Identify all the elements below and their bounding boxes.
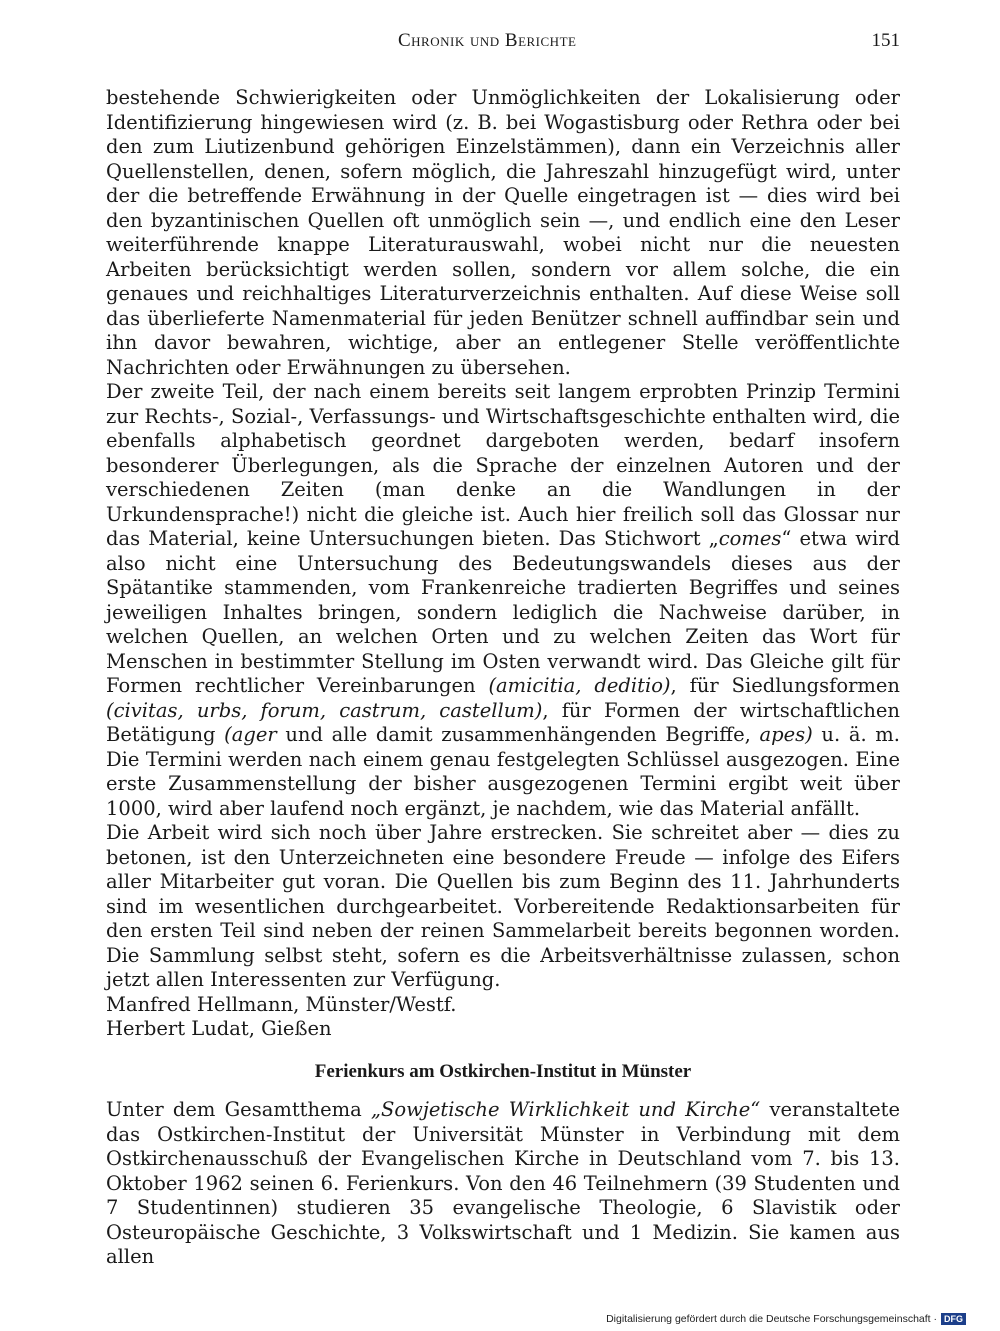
footer-credit-text: Digitalisierung gefördert durch die Deutsche Forschungsgemeinschaft · bbox=[606, 1313, 937, 1325]
terms-agreements: (amicitia, deditio) bbox=[488, 674, 671, 697]
paragraph-2-part-5: und alle damit zusammenhängenden Begriffe, bbox=[276, 723, 760, 746]
section-text: veranstaltete das Ostkirchen-Institut der Universität Münster in Verbindung mit dem Ostkirchenausschuß der Evangelischen Kirche in Deutschland vom 7. bis 13. Oktober 1962 seinen 6. Ferienkurs. Von den 46 Teilnehmern (39 Studenten und 7 Studentinnen) studieren 35 evangelische Theologie, 6 Slavistik oder Osteuropäische Geschichte, 3 Volkswirtschaft und 1 Medizin. Sie kamen aus allen bbox=[106, 1098, 900, 1268]
paragraph-3: Die Arbeit wird sich noch über Jahre erstrecken. Sie schreitet aber — dies zu betonen, ist den Unterzeichneten eine besondere Freude — infolge des Eifers aller Mitarbeiter gut voran. Die Quellen bis zum Beginn des 11. Jahrhunderts sind im wesentlichen durchgearbeitet. Vorbereitende Redaktionsarbeiten für den ersten Teil sind neben der reinen Sammelarbeit bereits begonnen worden. Die Sammlung selbst steht, sofern es die Arbeitsverhältnisse zulassen, schon jetzt allen Interessenten zur Verfügung. bbox=[106, 821, 900, 991]
paragraph-2-part-3: , für Siedlungsformen bbox=[670, 674, 900, 697]
section-heading: Ferienkurs am Ostkirchen-Institut in Münster bbox=[314, 1060, 692, 1082]
signature-ludat: Herbert Ludat, Gießen bbox=[106, 1017, 332, 1040]
section-intro: Unter dem Gesamtthema bbox=[106, 1098, 371, 1121]
footer-credit bbox=[606, 1313, 966, 1325]
term-ager: (ager bbox=[224, 723, 277, 746]
section-paragraph bbox=[106, 1098, 900, 1270]
paragraph-2-part-2: “ etwa wird also nicht eine Untersuchung des Bedeutungswandels dieses aus der Spätantike stammenden, vom Frankenreiche tradierten Begriffes und seines jeweiligen Inhaltes bringen, sondern lediglich die Nachweise darüber, in welchen Quellen, an welchen Orten und zu welchen Zeiten das Wort für Menschen in bestimmter Stellung im Osten verwandt wird. Das Gleiche gilt für Formen rechtlicher Vereinbarungen bbox=[106, 527, 900, 697]
dfg-logo: DFG bbox=[941, 1313, 966, 1325]
term-comes: comes bbox=[718, 527, 782, 550]
paragraph-2-part-4: , für Formen der wirtschaftlichen Betätigung bbox=[106, 698, 900, 746]
paragraph-2-part-1: Der zweite Teil, der nach einem bereits seit langem erprobten Prinzip Termini zur Rechts-, Sozial-, Verfassungs- und Wirtschaftsgeschichte enthalten wird, die ebenfalls alphabetisch geordnet dargeboten werden, bedarf insofern besonderer Überlegungen, als die Sprache der einzelnen Autoren und der verschiedenen Zeiten (man denke an die Wandlungen in der Urkundensprache!) nicht die gleiche ist. Auch hier freilich soll das Glossar nur das Material, keine Untersuchungen bieten. Das Stichwort „ bbox=[106, 380, 900, 550]
paragraph-2 bbox=[106, 380, 900, 821]
term-apes: apes) bbox=[759, 723, 813, 746]
terms-settlement: (civitas, urbs, forum, castrum, castellum) bbox=[106, 698, 543, 722]
signature-hellmann: Manfred Hellmann, Münster/Westf. bbox=[106, 992, 457, 1016]
page-number: 151 bbox=[871, 30, 900, 51]
article-body bbox=[106, 86, 900, 1270]
running-header: Chronik und Berichte bbox=[398, 30, 577, 51]
section-theme: „Sowjetische Wirklichkeit und Kirche“ bbox=[370, 1098, 761, 1121]
paragraph-1: bestehende Schwierigkeiten oder Unmöglichkeiten der Lokalisierung oder Identifizierung hingewiesen wird (z. B. bei Wogastisburg oder Rethra oder bei den zum Liutizenbund gehörigen Einzelstämmen), dann ein Verzeichnis aller Quellenstellen, denen, sofern möglich, die Jahreszahl hinzugefügt wird, unter der die betreffende Erwähnung in der Quelle eingetragen ist — dies wird bei den byzantinischen Quellen oft unmöglich sein —, und endlich eine den Leser weiterführende knappe Literaturauswahl, wobei nicht nur die neuesten Arbeiten berücksichtigt werden sollen, sondern vor allem solche, die ein genaues und reichhaltiges Literaturverzeichnis enthalten. Auf diese Weise soll das überlieferte Namenmaterial für jeden Benützer schnell auffindbar sein und ihn davor bewahren, wichtige, aber an entlegener Stelle veröffentlichte Nachrichten oder Erwähnungen zu übersehen. bbox=[106, 86, 900, 379]
paragraph-2-part-6: u. ä. m. Die Termini werden nach einem genau festgelegten Schlüssel ausgezogen. Eine erste Zusammenstellung der bisher ausgezogenen Termini ergibt weit über 1000, wird aber laufend noch ergänzt, je nachdem, wie das Material anfällt. bbox=[106, 723, 900, 820]
